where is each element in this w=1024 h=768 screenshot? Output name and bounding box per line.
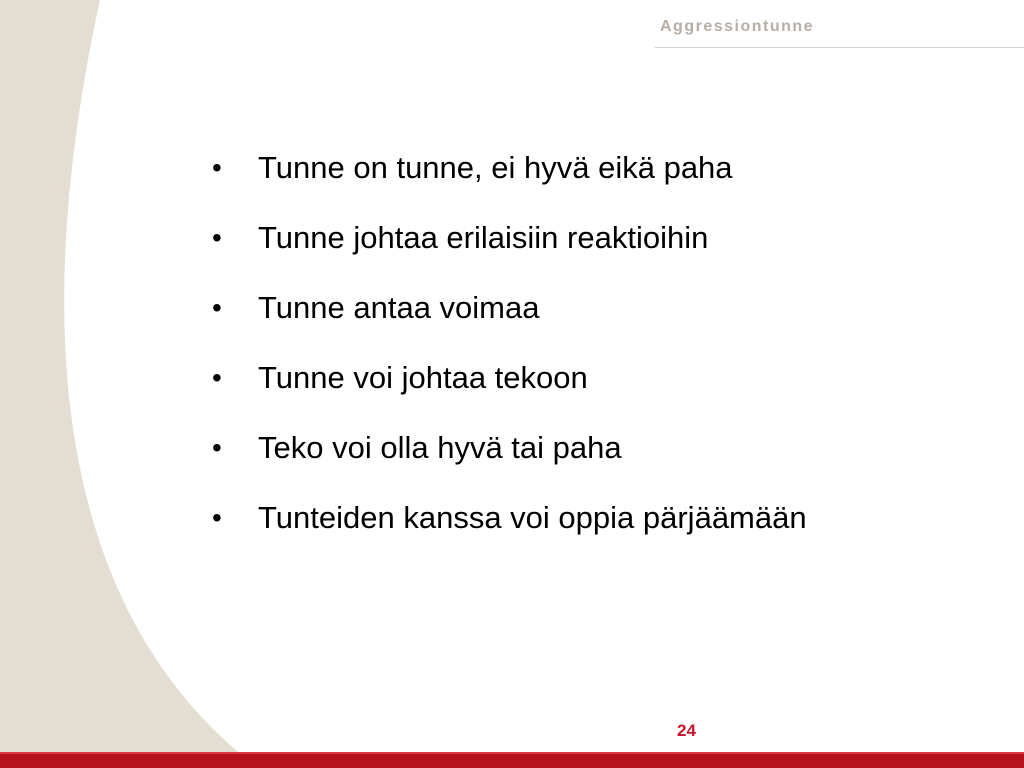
page-number: 24 — [677, 721, 696, 740]
bullet-item — [212, 146, 807, 216]
bullet-text: Teko voi olla hyvä tai paha — [258, 430, 622, 465]
bottom-accent-bar — [0, 752, 1024, 768]
bullet-item — [212, 426, 807, 496]
bullet-item — [212, 356, 807, 426]
bullet-icon: • — [212, 432, 222, 463]
slide-title: Aggressiontunne — [660, 18, 815, 35]
bullet-text: Tunteiden kanssa voi oppia pärjäämään — [258, 500, 807, 535]
bullet-item — [212, 216, 807, 286]
bullet-icon: • — [212, 222, 222, 253]
bullet-item — [212, 496, 807, 566]
bullet-text: Tunne on tunne, ei hyvä eikä paha — [258, 150, 733, 185]
bullet-text: Tunne johtaa erilaisiin reaktioihin — [258, 220, 709, 255]
bullet-list — [212, 146, 807, 566]
bullet-icon: • — [212, 502, 222, 533]
bullet-item — [212, 286, 807, 356]
header-divider — [655, 47, 1024, 48]
bullet-icon: • — [212, 152, 222, 183]
bullet-icon: • — [212, 362, 222, 393]
bullet-text: Tunne voi johtaa tekoon — [258, 360, 588, 395]
bullet-icon: • — [212, 292, 222, 323]
bullet-text: Tunne antaa voimaa — [258, 290, 540, 325]
bottom-accent-stripe — [0, 752, 1024, 754]
